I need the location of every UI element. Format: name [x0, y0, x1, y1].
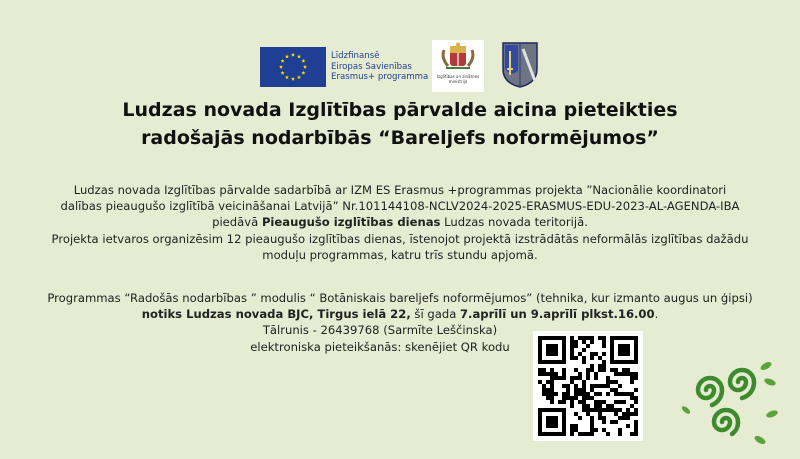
event-details	[0, 290, 800, 355]
latvia-coat-of-arms-icon	[432, 40, 484, 74]
eu-star-icon	[281, 71, 285, 75]
eu-star-icon	[303, 65, 307, 69]
register-line: elektroniska pieteikšanās: skenējiet QR kodu	[250, 339, 510, 354]
eu-logo-text: Līdzfinansē Eiropas Savienības Erasmus+ programma	[331, 51, 429, 83]
eu-erasmus-logo	[260, 47, 432, 87]
eu-star-icon	[301, 71, 305, 75]
eu-star-icon	[301, 59, 305, 63]
intro-line: Projekta ietvaros organizēsim 12 pieaugušo izglītības dienas, īstenojot projektā izstrādātās neformālās izglītības dažādu	[51, 231, 749, 246]
intro-line: piedāvā Pieaugušo izglītības dienas Ludzas novada teritorijā.	[212, 215, 588, 230]
eu-star-icon	[291, 77, 295, 81]
program-line: Programmas “Radošās nodarbības ” modulis “ Botāniskais bareljefs noformējumos” (tehnika, kur izmanto augus un ģipsi)	[47, 291, 753, 305]
page-title: Ludzas novada Izglītības pārvalde aicina pieteikties radošajās nodarbībās “Bareljefs noformējumos”	[122, 99, 678, 149]
qr-code[interactable]	[533, 331, 643, 441]
eu-flag-icon	[260, 47, 326, 87]
eu-star-icon	[281, 59, 285, 63]
intro-line: moduļu programmas, katru trīs stundu apjomā.	[262, 247, 538, 262]
event-time-line: notiks Ludzas novada BJC, Tirgus ielā 22, šī gada 7.aprīlī un 9.aprīlī plkst.16.00.	[141, 307, 659, 322]
eu-star-icon	[285, 54, 289, 58]
eu-star-icon	[285, 75, 289, 79]
intro-paragraph	[0, 182, 800, 263]
triskelion-spiral-icon	[680, 360, 780, 455]
eu-star-icon	[297, 54, 301, 58]
ludza-crest-icon	[501, 41, 539, 89]
logo-bar	[0, 40, 800, 92]
eu-star-icon	[297, 75, 301, 79]
izm-logo-text: Izglītības un zinātnes ministrija	[436, 74, 480, 84]
phone-line: Tālrunis - 26439768 (Sarmīte Leščinska)	[262, 323, 498, 338]
intro-line: dalības pieaugušo izglītībā veicināšanai Latvijā” Nr.101144108-NCLV2024-2025-ERASMUS-EDU-2023-AL-AGENDA-IBA	[60, 199, 740, 214]
intro-line: Ludzas novada Izglītības pārvalde sadarbībā ar IZM ES Erasmus +programmas projekta ”Nacionālie koordinatori	[73, 183, 727, 197]
izm-logo	[432, 40, 484, 92]
eu-star-icon	[291, 53, 295, 57]
eu-star-icon	[279, 65, 283, 69]
